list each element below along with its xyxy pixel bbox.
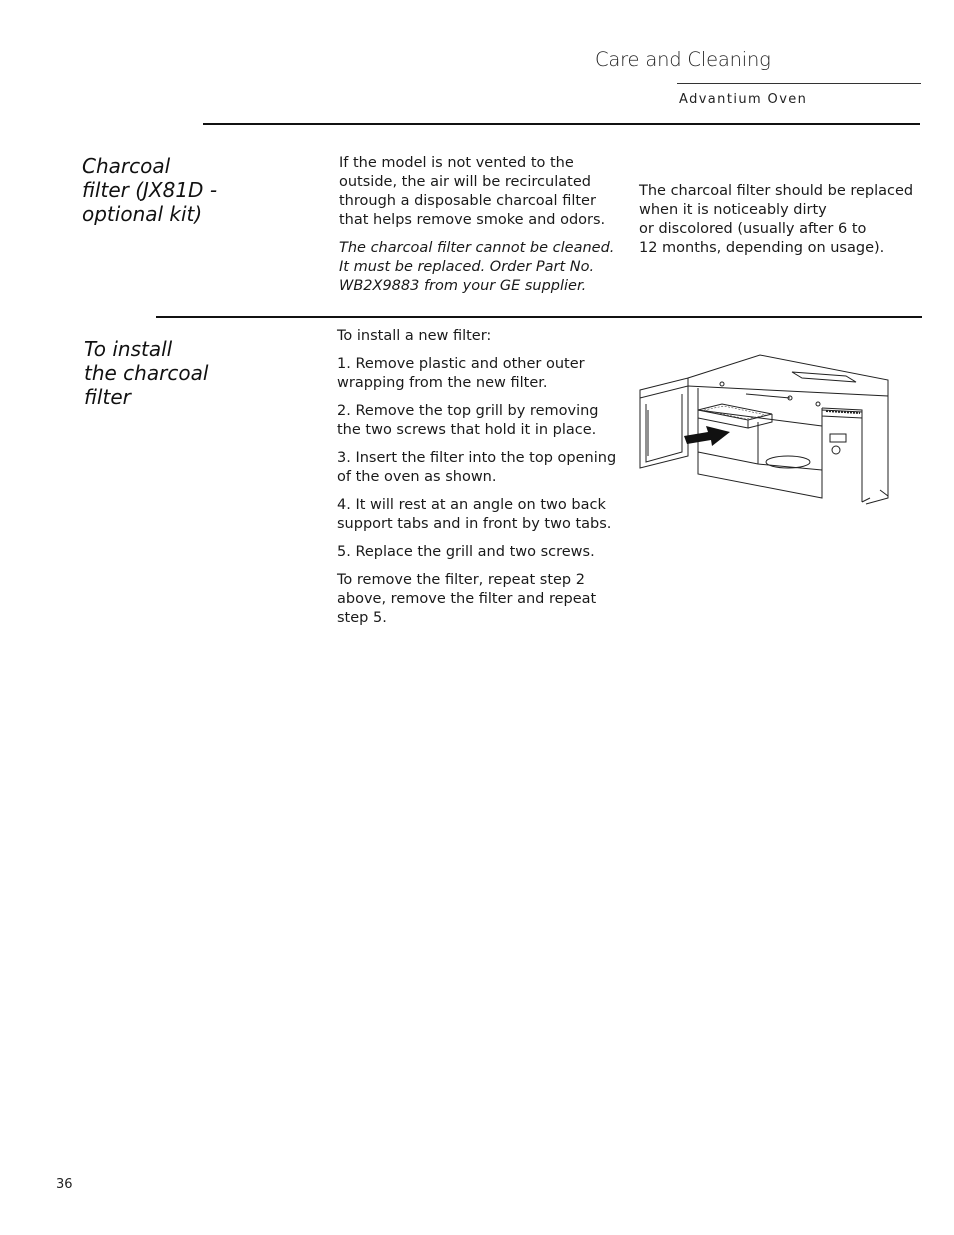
step-1 bbox=[337, 355, 627, 393]
text-line: outside, the air will be recirculated bbox=[339, 174, 591, 190]
section-divider bbox=[156, 316, 922, 318]
remove-filter-note bbox=[337, 571, 627, 628]
page-subtitle: Advantium Oven bbox=[679, 92, 808, 107]
text-line: through a disposable charcoal filter bbox=[339, 193, 596, 209]
text-line: WB2X9883 from your GE supplier. bbox=[339, 278, 587, 294]
page-title: Care and Cleaning bbox=[595, 48, 771, 71]
text-line: It must be replaced. Order Part No. bbox=[339, 259, 595, 275]
heading-line: filter (JX81D - bbox=[82, 178, 218, 202]
section-heading-install-filter bbox=[84, 337, 208, 409]
text-line: To remove the filter, repeat step 2 bbox=[337, 572, 585, 588]
text-line: wrapping from the new filter. bbox=[337, 375, 548, 391]
heading-line: the charcoal bbox=[84, 361, 209, 385]
text-line: 1. Remove plastic and other outer bbox=[337, 356, 585, 372]
text-line: 12 months, depending on usage). bbox=[639, 240, 885, 256]
step-5 bbox=[337, 543, 627, 562]
text-line: 3. Insert the filter into the top opening bbox=[337, 450, 617, 466]
heading-line: To install bbox=[84, 337, 173, 361]
text-line: support tabs and in front by two tabs. bbox=[337, 516, 612, 532]
header-rule bbox=[677, 83, 921, 84]
oven-filter-install-illustration bbox=[638, 352, 892, 508]
step-2 bbox=[337, 402, 627, 440]
text-line: of the oven as shown. bbox=[337, 469, 497, 485]
text-line: If the model is not vented to the bbox=[339, 155, 574, 171]
text-line: The charcoal filter should be replaced bbox=[639, 183, 914, 199]
text-line: that helps remove smoke and odors. bbox=[339, 212, 606, 228]
text-line: or discolored (usually after 6 to bbox=[639, 221, 867, 237]
text-line: The charcoal filter cannot be cleaned. bbox=[339, 240, 615, 256]
text-line: when it is noticeably dirty bbox=[639, 202, 827, 218]
text-line: above, remove the filter and repeat bbox=[337, 591, 597, 607]
section2-body bbox=[337, 327, 627, 637]
text-line: the two screws that hold it in place. bbox=[337, 422, 597, 438]
install-intro: To install a new filter: bbox=[337, 328, 492, 344]
heading-line: filter bbox=[84, 385, 131, 409]
heading-line: Charcoal bbox=[82, 154, 171, 178]
text-line: step 5. bbox=[337, 610, 387, 626]
page-number: 36 bbox=[56, 1177, 73, 1192]
section-divider-top bbox=[203, 123, 920, 125]
section1-replace-note bbox=[639, 182, 929, 258]
step-4 bbox=[337, 496, 627, 534]
text-line: 2. Remove the top grill by removing bbox=[337, 403, 599, 419]
heading-line: optional kit) bbox=[82, 202, 203, 226]
step-3 bbox=[337, 449, 627, 487]
section1-note bbox=[339, 239, 629, 296]
text-line: 5. Replace the grill and two screws. bbox=[337, 544, 595, 560]
section1-body bbox=[339, 154, 629, 305]
section1-intro bbox=[339, 154, 629, 230]
text-line: 4. It will rest at an angle on two back bbox=[337, 497, 606, 513]
section-heading-charcoal-filter bbox=[82, 154, 217, 226]
